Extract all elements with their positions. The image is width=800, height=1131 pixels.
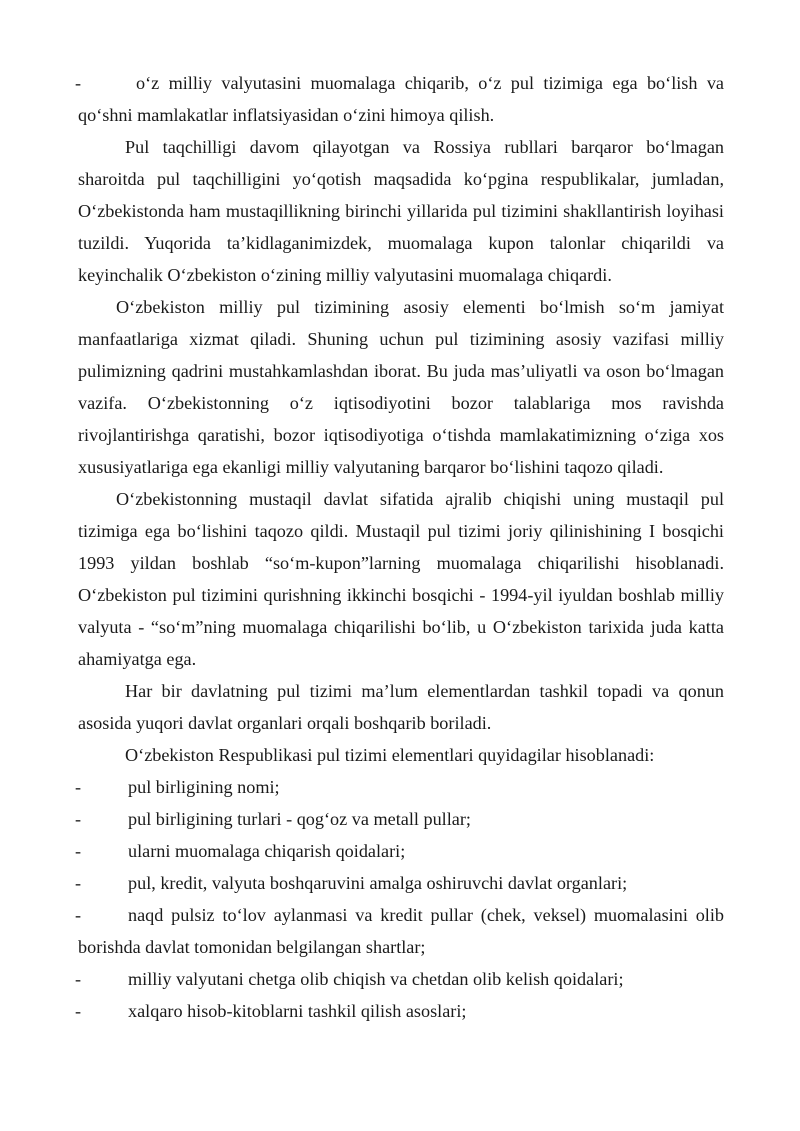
bullet-dash: - <box>75 969 82 989</box>
list-item-text: ularni muomalaga chiqarish qoidalari; <box>128 841 406 861</box>
list-item <box>75 771 724 803</box>
paragraph-3: O‘zbekistonning mustaqil davlat sifatida ajralib chiqishi uning mustaqil pul tizimiga ega bo‘lishini taqozo qildi. Mustaqil pul tizimi joriy qilinishining I bosqichi 1993 yildan boshlab “so‘m-kupon”larning muomalaga chiqarilishi hisoblanadi. O‘zbekiston pul tizimini qurishning ikkinchi bosqichi - 1994-yil iyuldan boshlab milliy valyuta - “so‘m”ning muomalaga chiqarilishi bo‘lib, u O‘zbekiston tarixida juda katta ahamiyatga ega. <box>78 489 724 669</box>
list-item <box>75 67 724 131</box>
bullet-dash: - <box>75 1001 82 1021</box>
page-content <box>75 67 724 1027</box>
bullet-dash: - <box>75 73 82 93</box>
list-item-text: pul birligining turlari - qog‘oz va metall pullar; <box>128 809 471 829</box>
bullet-dash: - <box>75 777 82 797</box>
bullet-dash: - <box>75 809 82 829</box>
list-item <box>75 963 724 995</box>
paragraph-2: O‘zbekiston milliy pul tizimining asosiy elementi bo‘lmish so‘m jamiyat manfaatlariga xizmat qiladi. Shuning uchun pul tizimining asosiy vazifasi milliy pulimizning qadrini mustahkamlashdan iborat. Bu juda mas’uliyatli va oson bo‘lmagan vazifa. O‘zbekistonning o‘z iqtisodiyotini bozor talablariga mos ravishda rivojlantirishga qaratishi, bozor iqtisodiyotiga o‘tishda mamlakatimizning o‘ziga xos xususiyatlariga ega ekanligi milliy valyutaning barqaror bo‘lishini taqozo qiladi. <box>78 297 724 477</box>
list-item <box>75 803 724 835</box>
list-item-text: pul birligining nomi; <box>128 777 280 797</box>
list-item-text: pul, kredit, valyuta boshqaruvini amalga oshiruvchi davlat organlari; <box>128 873 628 893</box>
bullet-dash: - <box>75 841 82 861</box>
list-item-text: milliy valyutani chetga olib chiqish va chetdan olib kelish qoidalari; <box>128 969 624 989</box>
list-item <box>75 867 724 899</box>
list-item <box>75 995 724 1027</box>
list-item <box>75 835 724 867</box>
list-item <box>75 899 724 963</box>
opening-item-text: o‘z milliy valyutasini muomalaga chiqarib, o‘z pul tizimiga ega bo‘lish va qo‘shni mamlakatlar inflatsiyasidan o‘zini himoya qilish. <box>78 73 724 125</box>
paragraph-5: O‘zbekiston Respublikasi pul tizimi elementlari quyidagilar hisoblanadi: <box>125 745 655 765</box>
list-item-text: xalqaro hisob-kitoblarni tashkil qilish asoslari; <box>128 1001 467 1021</box>
paragraph-1: Pul taqchilligi davom qilayotgan va Rossiya rubllari barqaror bo‘lmagan sharoitda pul taqchilligini yo‘qotish maqsadida ko‘pgina respublikalar, jumladan, O‘zbekistonda ham mustaqillikning birinchi yillarida pul tizimini shakllantirish loyihasi tuzildi. Yuqorida ta’kidlaganimizdek, muomalaga kupon talonlar chiqarildi va keyinchalik O‘zbekiston o‘zining milliy valyutasini muomalaga chiqardi. <box>78 137 724 285</box>
list-item-text: naqd pulsiz to‘lov aylanmasi va kredit pullar (chek, veksel) muomalasini olib borishda davlat tomonidan belgilangan shartlar; <box>78 905 724 957</box>
paragraph-4: Har bir davlatning pul tizimi ma’lum elementlardan tashkil topadi va qonun asosida yuqori davlat organlari orqali boshqarib boriladi. <box>78 681 724 733</box>
bullet-dash: - <box>75 905 82 925</box>
bullet-dash: - <box>75 873 82 893</box>
